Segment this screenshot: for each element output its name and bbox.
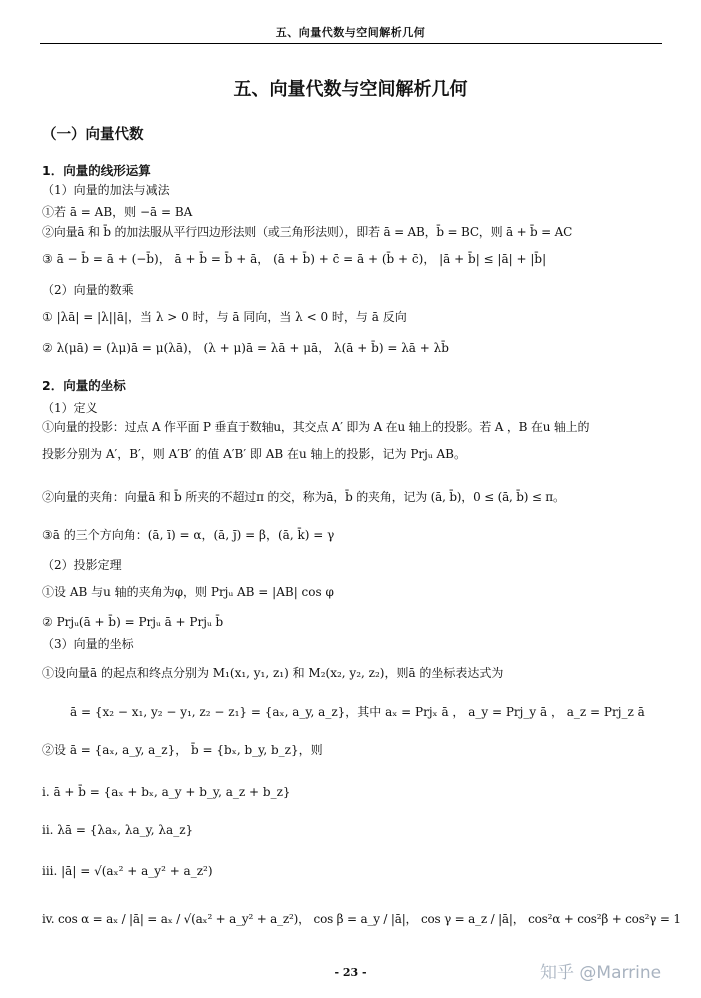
subsection-title-linear-ops: 1．向量的线形运算 (42, 163, 151, 178)
formula-line: ①设向量ā 的起点和终点分别为 M₁(x₁, y₁, z₁) 和 M₂(x₂, y₂, z₂)，则ā 的坐标表达式为 (42, 666, 504, 680)
formula-line: ② Prjᵤ(ā + b̄) = Prjᵤ ā + Prjᵤ b̄ (42, 615, 224, 629)
formula-line: ①设 AB 与u 轴的夹角为φ，则 Prjᵤ AB = |AB| cos φ (42, 585, 334, 599)
formula-line: 投影分别为 A′，B′，则 A′B′ 的值 A′B′ 即 AB 在u 轴上的投影，记为 Prjᵤ AB。 (42, 447, 466, 461)
paragraph-heading: （2）向量的数乘 (42, 283, 134, 297)
formula-line: ③ ā − b̄ = ā + (−b̄)， ā + b̄ = b̄ + ā， (ā + b̄) + c̄ = ā + (b̄ + c̄)， |ā + b̄| ≤ |ā| + |b̄| (42, 252, 547, 266)
paragraph-heading: （3）向量的坐标 (42, 637, 134, 651)
list-item: i. ā + b̄ = {aₓ + bₓ, a_y + b_y, a_z + b_z} (42, 785, 291, 799)
paragraph-heading: （1）向量的加法与减法 (42, 183, 170, 197)
list-item: ii. λā = {λaₓ, λa_y, λa_z} (42, 823, 194, 837)
formula-line: ②向量的夹角：向量ā 和 b̄ 所夹的不超过π 的交，称为ā，b̄ 的夹角，记为 (ā, b̄)，0 ≤ (ā, b̄) ≤ π。 (42, 490, 565, 504)
formula-line: ①若 ā = AB，则 −ā = BA (42, 205, 193, 219)
formula-line: ② λ(μā) = (λμ)ā = μ(λā)， (λ + μ)ā = λā + μā， λ(ā + b̄) = λā + λb̄ (42, 341, 449, 355)
formula-line: ②设 ā = {aₓ, a_y, a_z}， b̄ = {bₓ, b_y, b_z}，则 (42, 743, 323, 757)
formula-line: ① |λā| = |λ||ā|，当 λ > 0 时，与 ā 同向，当 λ < 0 时，与 ā 反向 (42, 310, 407, 324)
header-rule (40, 43, 662, 44)
page-number: - 23 - (334, 966, 367, 979)
formula-line: ③ā 的三个方向角：(ā, ī) = α，(ā, j̄) = β，(ā, k̄) = γ (42, 528, 335, 542)
formula-line: ①向量的投影：过点 A 作平面 P 垂直于数轴u，其交点 A′ 即为 A 在u 轴上的投影。若 A ，B 在u 轴上的 (42, 420, 590, 434)
subsection-title-coordinates: 2．向量的坐标 (42, 378, 126, 393)
page-title: 五、向量代数与空间解析几何 (233, 79, 468, 100)
paragraph-heading: （2）投影定理 (42, 558, 122, 572)
paragraph-heading: （1）定义 (42, 401, 98, 415)
formula-line: ā = {x₂ − x₁, y₂ − y₁, z₂ − z₁} = {aₓ, a_y, a_z}，其中 aₓ = Prjₓ ā ， a_y = Prj_y ā ， a_z = Prj_z ā (70, 705, 645, 719)
watermark: 知乎 @Marrine (540, 963, 662, 983)
running-header: 五、向量代数与空间解析几何 (275, 26, 426, 39)
list-item: iii. |ā| = √(aₓ² + a_y² + a_z²) (42, 864, 213, 878)
formula-line: ②向量ā 和 b̄ 的加法服从平行四边形法则（或三角形法则），即若 ā = AB，b̄ = BC，则 ā + b̄ = AC (42, 225, 573, 239)
list-item: iv. cos α = aₓ / |ā| = aₓ / √(aₓ² + a_y² + a_z²)， cos β = a_y / |ā|， cos γ = a_z / |ā|， cos²α + cos²β + cos²γ = 1 (42, 912, 681, 926)
section-title: （一）向量代数 (42, 127, 144, 143)
